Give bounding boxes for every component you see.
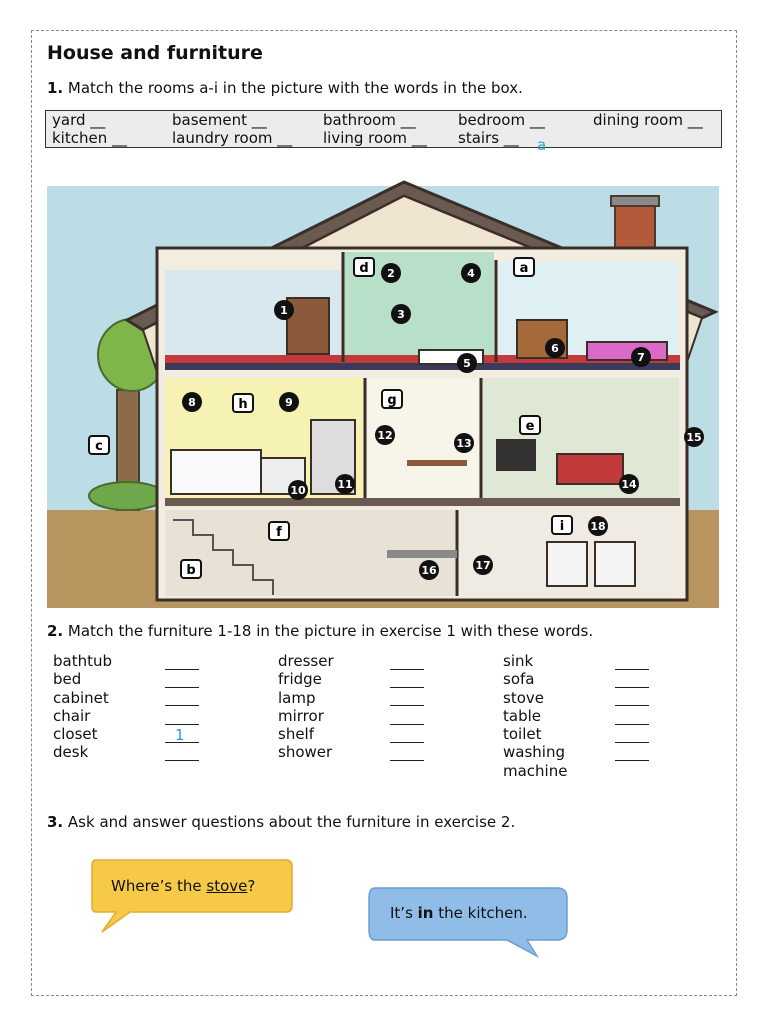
exercise-2-instruction: 2. Match the furniture 1-18 in the picture in exercise 1 with these words. — [47, 622, 594, 640]
marker-6: 6 — [551, 342, 559, 355]
word-shower: shower — [278, 743, 333, 762]
exercise-3-instruction: 3. Ask and answer questions about the furniture in exercise 2. — [47, 813, 516, 831]
word-stairs: stairs __ — [458, 129, 519, 147]
word-kitchen: kitchen __ — [52, 129, 127, 147]
room-label-f: f — [276, 525, 282, 540]
marker-13: 13 — [456, 437, 472, 450]
answer-blank[interactable] — [390, 690, 424, 706]
word-bedroom: bedroom __ — [458, 111, 545, 129]
marker-2: 2 — [387, 267, 395, 280]
marker-12: 12 — [377, 429, 393, 442]
marker-15: 15 — [686, 431, 702, 444]
word-toilet: toilet — [503, 725, 542, 744]
word-table: table — [503, 706, 541, 725]
room-label-c: c — [95, 439, 103, 454]
word-yard: yard __ — [52, 111, 106, 129]
answer-blank[interactable] — [615, 727, 649, 743]
word-washing: washing — [503, 743, 565, 762]
marker-14: 14 — [621, 478, 637, 491]
question-bubble — [90, 856, 294, 936]
house-illustration — [47, 180, 719, 608]
answer-blank[interactable] — [615, 745, 649, 761]
example-answer-a: a — [537, 136, 547, 154]
marker-8: 8 — [188, 396, 196, 409]
question-text: Where’s the stove? — [111, 877, 256, 895]
room-label-e: e — [525, 419, 535, 434]
word-bathtub: bathtub — [53, 652, 113, 670]
answer-bubble — [367, 886, 571, 958]
marker-18: 18 — [590, 520, 606, 533]
marker-10: 10 — [290, 484, 306, 497]
marker-1: 1 — [280, 304, 288, 317]
marker-11: 11 — [337, 478, 353, 491]
room-label-b: b — [186, 563, 196, 578]
example-answer-closet: 1 — [175, 726, 185, 744]
marker-7: 7 — [637, 351, 645, 364]
marker-5: 5 — [463, 357, 471, 370]
answer-blank[interactable] — [390, 745, 424, 761]
room-label-g: g — [387, 393, 397, 408]
room-label-d: d — [359, 261, 369, 276]
marker-16: 16 — [421, 564, 437, 577]
answer-blank[interactable] — [615, 672, 649, 688]
word-cabinet: cabinet — [53, 688, 109, 707]
answer-blank[interactable] — [165, 745, 199, 761]
word-stove: stove — [503, 688, 544, 707]
word-sofa: sofa — [503, 670, 535, 689]
answer-blank[interactable] — [390, 727, 424, 743]
answer-blank[interactable] — [390, 672, 424, 688]
word-lamp: lamp — [278, 688, 316, 707]
word-shelf: shelf — [278, 725, 314, 744]
word-column-1 — [53, 652, 112, 762]
word-bed: bed — [53, 670, 82, 689]
marker-3: 3 — [397, 308, 405, 321]
room-label-a: a — [519, 261, 529, 276]
answer-blank[interactable] — [165, 709, 199, 725]
marker-17: 17 — [475, 559, 491, 572]
marker-4: 4 — [467, 267, 475, 280]
word-dresser: dresser — [278, 652, 334, 670]
word-bathroom: bathroom __ — [323, 111, 416, 129]
answer-blank[interactable] — [615, 654, 649, 670]
answer-blank[interactable] — [165, 654, 199, 670]
answer-blank[interactable] — [165, 690, 199, 706]
word-sink: sink — [503, 652, 534, 670]
word-mirror: mirror — [278, 706, 324, 725]
word-fridge: fridge — [278, 670, 322, 689]
answer-blank[interactable] — [615, 709, 649, 725]
answer-blank[interactable] — [390, 709, 424, 725]
marker-9: 9 — [285, 396, 293, 409]
word-chair: chair — [53, 706, 91, 725]
word-dining-room: dining room __ — [593, 111, 703, 129]
room-label-i: i — [559, 519, 565, 534]
page-title: House and furniture — [47, 42, 263, 64]
word-box — [45, 110, 722, 148]
room-label-h: h — [238, 397, 248, 412]
word-basement: basement __ — [172, 111, 267, 129]
word-column-2 — [278, 652, 334, 762]
answer-blank[interactable] — [390, 654, 424, 670]
answer-blank[interactable] — [615, 690, 649, 706]
word-laundry-room: laundry room __ — [172, 129, 293, 147]
answer-blank[interactable] — [165, 672, 199, 688]
exercise-1-instruction: 1. Match the rooms a-i in the picture with the words in the box. — [47, 79, 523, 97]
word-column-3 — [503, 652, 567, 780]
word-living-room: living room __ — [323, 129, 427, 147]
word-desk: desk — [53, 743, 89, 762]
word-closet: closet — [53, 725, 98, 744]
word-machine: machine — [503, 761, 568, 780]
answer-text: It’s in the kitchen. — [390, 904, 528, 922]
